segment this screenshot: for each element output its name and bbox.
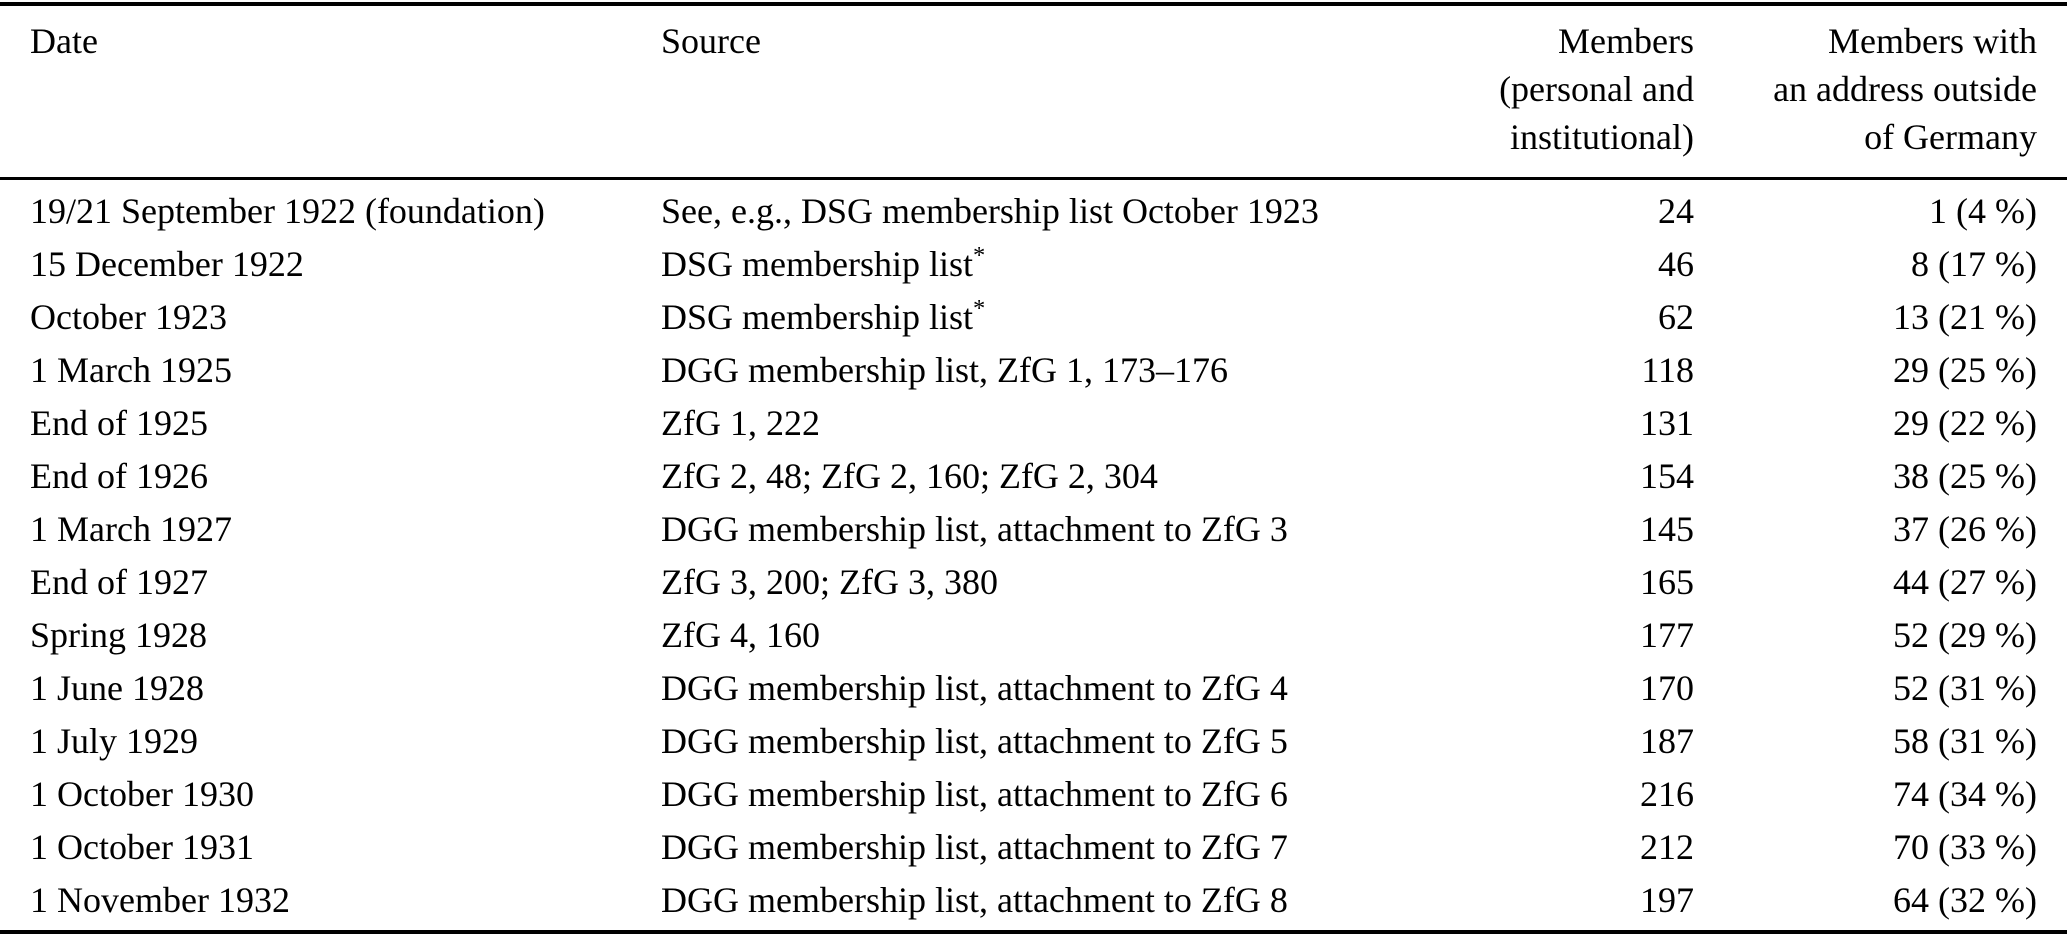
date-cell: 1 October 1931 bbox=[30, 827, 254, 867]
date-cell: End of 1926 bbox=[30, 456, 208, 496]
outside-members-cell: 44 (27 %) bbox=[1893, 562, 2037, 602]
members-cell: 46 bbox=[1658, 244, 1694, 284]
source-footnote-asterisk: * bbox=[973, 242, 986, 269]
outside-members-cell: 1 (4 %) bbox=[1929, 191, 2037, 231]
table-header bbox=[0, 4, 2067, 179]
date-cell: 1 November 1932 bbox=[30, 880, 290, 920]
date-cell: 1 July 1929 bbox=[30, 721, 199, 761]
col-header-outside-line-2: an address outside bbox=[1773, 69, 2037, 109]
source-cell bbox=[660, 556, 1430, 609]
members-cell: 212 bbox=[1640, 827, 1694, 867]
col-header-members-line-2: (personal and bbox=[1499, 69, 1694, 109]
table-row bbox=[0, 768, 2067, 821]
col-header-outside-line-1: Members with bbox=[1828, 21, 2037, 61]
outside-members-cell: 52 (31 %) bbox=[1893, 668, 2037, 708]
members-cell: 165 bbox=[1640, 562, 1694, 602]
table-row bbox=[0, 556, 2067, 609]
outside-members-cell: 74 (34 %) bbox=[1893, 774, 2037, 814]
source-text: ZfG 3, 200; ZfG 3, 380 bbox=[661, 562, 998, 602]
source-text: DGG membership list, attachment to ZfG 4 bbox=[661, 668, 1288, 708]
source-cell bbox=[660, 609, 1430, 662]
col-header-members-line-1: Members bbox=[1558, 21, 1694, 61]
source-cell bbox=[660, 450, 1430, 503]
date-cell: October 1923 bbox=[30, 297, 227, 337]
col-header-source: Source bbox=[661, 21, 761, 61]
date-cell: End of 1927 bbox=[30, 562, 208, 602]
outside-members-cell: 29 (22 %) bbox=[1893, 403, 2037, 443]
table-body bbox=[0, 179, 2067, 933]
members-cell: 24 bbox=[1658, 191, 1694, 231]
source-cell bbox=[660, 715, 1430, 768]
members-cell: 177 bbox=[1640, 615, 1694, 655]
members-cell: 62 bbox=[1658, 297, 1694, 337]
source-text: DGG membership list, attachment to ZfG 3 bbox=[661, 509, 1288, 549]
outside-members-cell: 29 (25 %) bbox=[1893, 350, 2037, 390]
source-text: See, e.g., DSG membership list October 1923 bbox=[661, 191, 1319, 231]
source-cell bbox=[660, 662, 1430, 715]
outside-members-cell: 38 (25 %) bbox=[1893, 456, 2037, 496]
source-cell bbox=[660, 238, 1430, 291]
table-row bbox=[0, 397, 2067, 450]
source-text: DGG membership list, attachment to ZfG 8 bbox=[661, 880, 1288, 920]
table-row bbox=[0, 291, 2067, 344]
outside-members-cell: 64 (32 %) bbox=[1893, 880, 2037, 920]
date-cell: 1 March 1927 bbox=[30, 509, 232, 549]
members-cell: 145 bbox=[1640, 509, 1694, 549]
date-cell: 15 December 1922 bbox=[30, 244, 304, 284]
source-text: DGG membership list, ZfG 1, 173–176 bbox=[661, 350, 1228, 390]
members-cell: 170 bbox=[1640, 668, 1694, 708]
members-cell: 154 bbox=[1640, 456, 1694, 496]
members-cell: 131 bbox=[1640, 403, 1694, 443]
source-text: DGG membership list, attachment to ZfG 7 bbox=[661, 827, 1288, 867]
source-text: DGG membership list, attachment to ZfG 6 bbox=[661, 774, 1288, 814]
col-header-members bbox=[1430, 4, 1695, 179]
source-text: ZfG 1, 222 bbox=[661, 403, 820, 443]
table-row bbox=[0, 503, 2067, 556]
source-cell bbox=[660, 821, 1430, 874]
source-cell bbox=[660, 344, 1430, 397]
date-cell: 1 March 1925 bbox=[30, 350, 232, 390]
outside-members-cell: 58 (31 %) bbox=[1893, 721, 2037, 761]
table-row bbox=[0, 662, 2067, 715]
col-header-date: Date bbox=[30, 21, 98, 61]
col-header-members-line-3: institutional) bbox=[1510, 117, 1694, 157]
source-text: ZfG 4, 160 bbox=[661, 615, 820, 655]
date-cell: 1 June 1928 bbox=[30, 668, 204, 708]
source-cell bbox=[660, 397, 1430, 450]
date-cell: 1 October 1930 bbox=[30, 774, 254, 814]
source-cell bbox=[660, 503, 1430, 556]
date-cell: 19/21 September 1922 (foundation) bbox=[30, 191, 545, 231]
source-text: DSG membership list bbox=[661, 297, 973, 337]
membership-table bbox=[0, 2, 2067, 934]
table-row bbox=[0, 238, 2067, 291]
source-cell bbox=[660, 179, 1430, 239]
table-row bbox=[0, 821, 2067, 874]
members-cell: 197 bbox=[1640, 880, 1694, 920]
outside-members-cell: 13 (21 %) bbox=[1893, 297, 2037, 337]
source-cell bbox=[660, 874, 1430, 932]
date-cell: End of 1925 bbox=[30, 403, 208, 443]
col-header-outside-line-3: of Germany bbox=[1864, 117, 2037, 157]
outside-members-cell: 8 (17 %) bbox=[1911, 244, 2037, 284]
source-text: DSG membership list bbox=[661, 244, 973, 284]
table-row bbox=[0, 450, 2067, 503]
outside-members-cell: 52 (29 %) bbox=[1893, 615, 2037, 655]
header-row bbox=[0, 4, 2067, 179]
table-row bbox=[0, 715, 2067, 768]
source-cell bbox=[660, 768, 1430, 821]
table-row bbox=[0, 609, 2067, 662]
members-cell: 216 bbox=[1640, 774, 1694, 814]
table-row bbox=[0, 874, 2067, 932]
date-cell: Spring 1928 bbox=[30, 615, 208, 655]
outside-members-cell: 37 (26 %) bbox=[1893, 509, 2037, 549]
source-cell bbox=[660, 291, 1430, 344]
source-text: DGG membership list, attachment to ZfG 5 bbox=[661, 721, 1288, 761]
source-footnote-asterisk: * bbox=[973, 295, 986, 322]
members-cell: 187 bbox=[1640, 721, 1694, 761]
col-header-outside-members bbox=[1695, 4, 2067, 179]
table-row bbox=[0, 179, 2067, 239]
source-text: ZfG 2, 48; ZfG 2, 160; ZfG 2, 304 bbox=[661, 456, 1158, 496]
table-row bbox=[0, 344, 2067, 397]
members-cell: 118 bbox=[1641, 350, 1694, 390]
outside-members-cell: 70 (33 %) bbox=[1893, 827, 2037, 867]
